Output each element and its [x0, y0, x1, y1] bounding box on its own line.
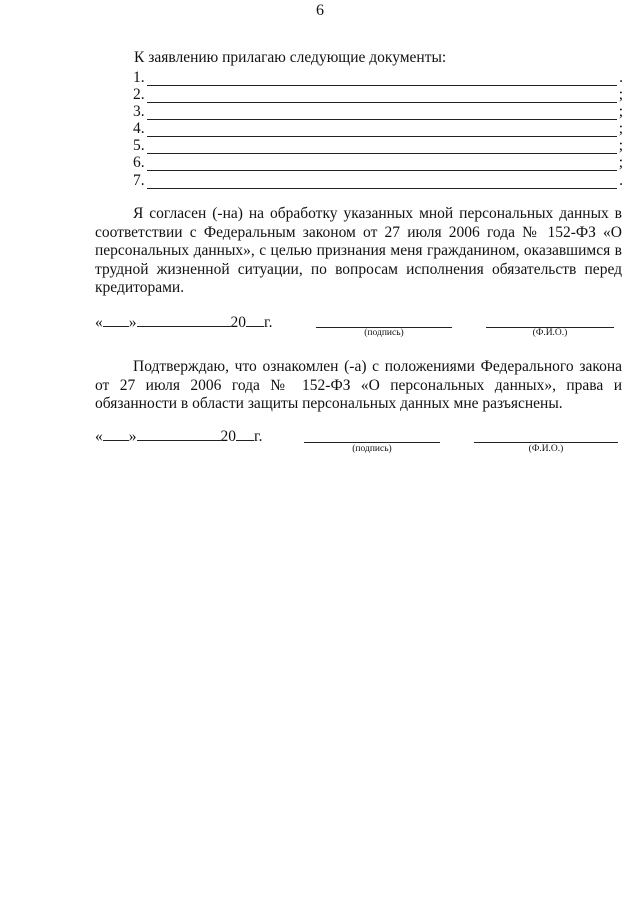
day-blank[interactable] — [103, 426, 129, 441]
attachment-end-mark: ; — [618, 137, 623, 154]
attachment-item — [133, 86, 623, 104]
attachment-number: 1. — [133, 69, 145, 86]
attachment-number: 7. — [133, 172, 145, 189]
page-number: 6 — [316, 2, 324, 19]
close-quote: » — [128, 314, 137, 331]
attachment-number: 4. — [133, 120, 145, 137]
attachment-number: 3. — [133, 103, 145, 120]
open-quote: « — [95, 314, 103, 331]
year-prefix: 20 — [220, 428, 236, 445]
year-suffix: г. — [264, 314, 273, 331]
attachment-item — [133, 69, 623, 87]
attachment-end-mark: . — [619, 69, 623, 86]
year-suffix: г. — [254, 428, 263, 445]
month-blank[interactable] — [137, 426, 221, 441]
attachment-end-mark: ; — [618, 120, 623, 137]
acknowledgement-text: Подтверждаю, что ознакомлен (-а) с положениями Федерального закона от 27 июля 2006 года № 152-ФЗ «О персональных данных», права и обязанности в области защиты персональных данных мне разъяснены. — [95, 358, 622, 413]
fio-caption: (Ф.И.О.) — [528, 444, 564, 454]
attachment-end-mark: ; — [618, 103, 623, 120]
signature-caption: (подпись) — [364, 328, 404, 338]
acknowledgement-paragraph — [95, 358, 622, 414]
attachment-number: 6. — [133, 154, 145, 171]
fio-caption: (Ф.И.О.) — [532, 328, 568, 338]
open-quote: « — [95, 428, 103, 445]
attachment-item — [133, 137, 623, 155]
date-field — [95, 426, 262, 446]
signature-caption: (подпись) — [352, 444, 392, 454]
attachment-end-mark: ; — [618, 86, 623, 103]
consent-paragraph — [95, 205, 622, 298]
date-field — [95, 312, 272, 332]
attachment-item — [133, 172, 623, 190]
consent-text: Я согласен (-на) на обработку указанных мной персональных данных в соответствии с Федеральным законом от 27 июля 2006 года № 152-ФЗ «О персональных данных», с целью признания меня гражданином, оказавшимся в трудной жизненной ситуации, по вопросам исполнения обязательств перед кредиторами. — [95, 205, 622, 297]
attachment-item — [133, 120, 623, 138]
attachment-end-mark: . — [619, 172, 623, 189]
attachment-fill-line[interactable] — [147, 188, 617, 189]
attachment-fill-line[interactable] — [147, 170, 617, 171]
year-prefix: 20 — [230, 314, 246, 331]
signature-line[interactable] — [304, 441, 440, 443]
attachments-intro: К заявлению прилагаю следующие документы: — [134, 49, 447, 66]
year-blank[interactable] — [246, 312, 264, 327]
month-blank[interactable] — [137, 312, 231, 327]
attachment-item — [133, 154, 623, 172]
attachment-item — [133, 103, 623, 121]
year-blank[interactable] — [236, 426, 254, 441]
close-quote: » — [128, 428, 137, 445]
fio-line[interactable] — [474, 441, 618, 443]
attachment-number: 2. — [133, 86, 145, 103]
attachment-end-mark: ; — [618, 154, 623, 171]
day-blank[interactable] — [103, 312, 129, 327]
attachment-number: 5. — [133, 137, 145, 154]
